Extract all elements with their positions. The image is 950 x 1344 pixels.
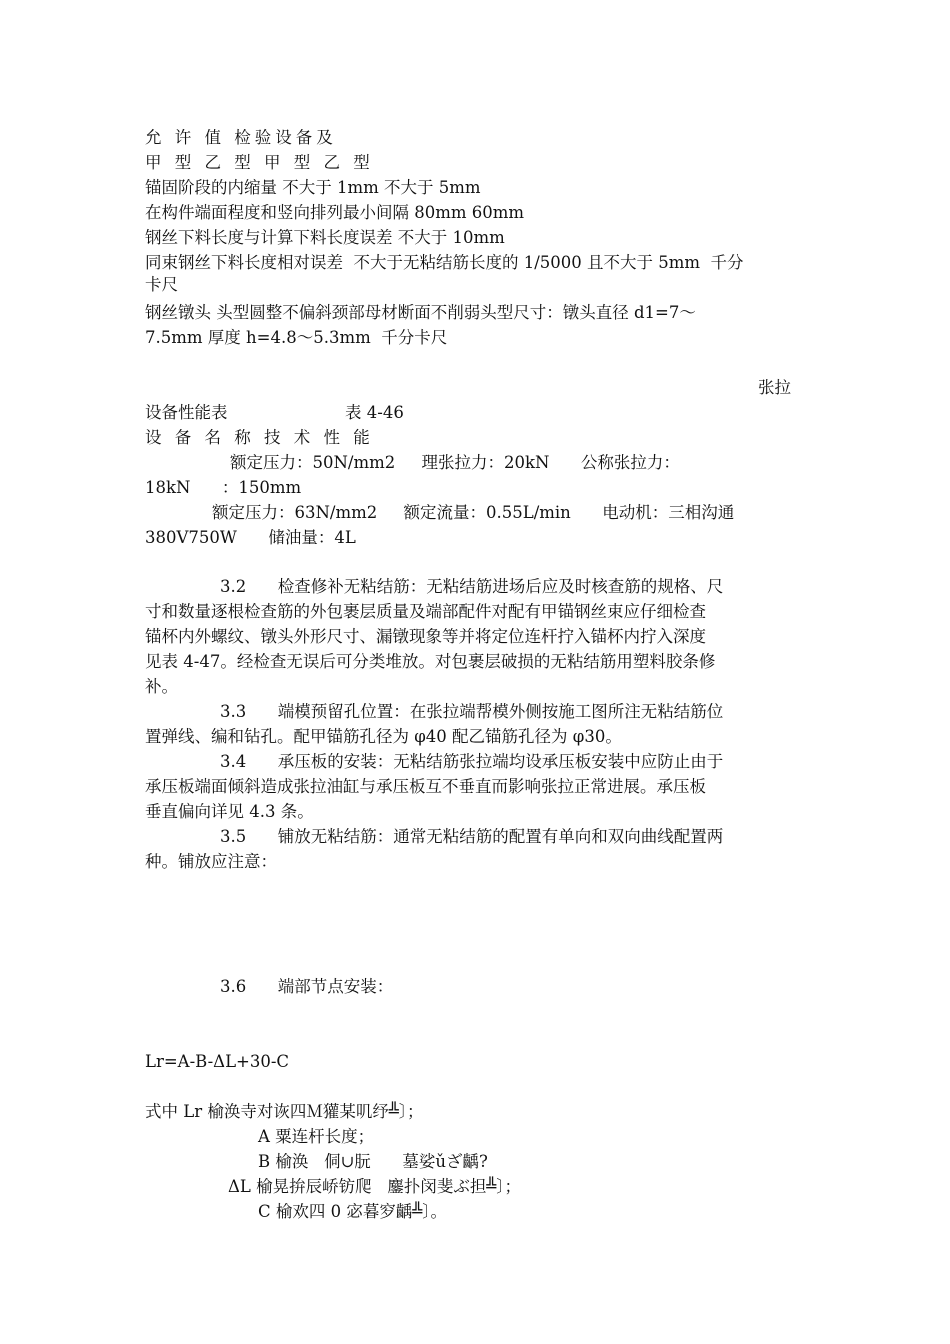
formula-variable: C 榆欢四 0 宓暮穸齲╩〕。 xyxy=(258,1202,448,1221)
table-header: 设 备 名 称 技 术 性 能 xyxy=(145,428,374,447)
paragraph-line: 种。铺放应注意： xyxy=(145,852,277,871)
table-row-continued: 卡尺 xyxy=(145,275,178,294)
table-row: 同束钢丝下料长度相对误差 不大于无粘结筋长度的 1/5000 且不大于 5mm 千分 xyxy=(145,253,744,272)
paragraph-line: 锚杯内外螺纹、镦头外形尺寸、漏镦现象等并将定位连杆拧入锚杯内拧入深度 xyxy=(145,627,706,646)
section-heading: 3.6 端部节点安装： xyxy=(220,977,394,996)
table-caption: 设备性能表 xyxy=(145,403,228,422)
paragraph-line: 置弹线、编和钻孔。配甲锚筋孔径为 φ40 配乙锚筋孔径为 φ30。 xyxy=(145,727,622,746)
table-row: 钢丝镦头 头型圆整不偏斜颈部母材断面不削弱头型尺寸：镦头直径 d1=7～ xyxy=(145,303,696,322)
paragraph-line: 补。 xyxy=(145,677,178,696)
table-row: 钢丝下料长度与计算下料长度误差 不大于 10mm xyxy=(145,228,505,247)
table-row: 锚固阶段的内缩量 不大于 1mm 不大于 5mm xyxy=(145,178,481,197)
table-caption-right: 张拉 xyxy=(758,378,791,397)
table-row-continued: 380V750W 储油量：4L xyxy=(145,528,356,547)
paragraph-line: 3.2 检查修补无粘结筋：无粘结筋进场后应及时核查筋的规格、尺 xyxy=(220,577,724,596)
paragraph-line: 垂直偏向详见 4.3 条。 xyxy=(145,802,314,821)
table-row-continued: 7.5mm 厚度 h=4.8～5.3mm 千分卡尺 xyxy=(145,328,448,347)
formula-equation: Lr=A-B-ΔL+30-C xyxy=(145,1052,290,1071)
table-number: 表 4-46 xyxy=(345,403,404,422)
formula-where: 式中 Lr 榆涣寺对诙四Ｍ獾某叽纾╩〕； xyxy=(145,1102,424,1121)
table-header-2: 甲 型 乙 型 甲 型 乙 型 xyxy=(145,153,374,172)
table-row: 额定压力：50N/mm2 理张拉力：20kN 公称张拉力： xyxy=(230,453,680,472)
paragraph-line: 承压板端面倾斜造成张拉油缸与承压板互不垂直而影响张拉正常进展。承压板 xyxy=(145,777,706,796)
table-row: 额定压力：63N/mm2 额定流量：0.55L/min 电动机：三相沟通 xyxy=(212,503,735,522)
table-row-continued: 18kN ：150mm xyxy=(145,478,302,497)
paragraph-line: 3.4 承压板的安装：无粘结筋张拉端均设承压板安装中应防止由于 xyxy=(220,752,724,771)
paragraph-line: 3.3 端模预留孔位置：在张拉端帮模外侧按施工图所注无粘结筋位 xyxy=(220,702,724,721)
table-header-1: 允 许 值 检验设备及 xyxy=(145,128,337,147)
table-row: 在构件端面程度和竖向排列最小间隔 80mm 60mm xyxy=(145,203,525,222)
formula-variable: B 榆涣 侗∪朊 墓娑ǔざ齲? xyxy=(258,1152,488,1171)
paragraph-line: 寸和数量逐根检查筋的外包裹层质量及端部配件对配有甲锚钢丝束应仔细检查 xyxy=(145,602,706,621)
paragraph-line: 3.5 铺放无粘结筋：通常无粘结筋的配置有单向和双向曲线配置两 xyxy=(220,827,724,846)
formula-variable: A 粟连杆长度； xyxy=(258,1127,375,1146)
formula-variable: ΔL 榆晃拚辰峤钫爬 鏖扑闵斐ぶ担╩〕； xyxy=(228,1177,522,1196)
paragraph-line: 见表 4-47。经检查无误后可分类堆放。对包裹层破损的无粘结筋用塑料胶条修 xyxy=(145,652,716,671)
